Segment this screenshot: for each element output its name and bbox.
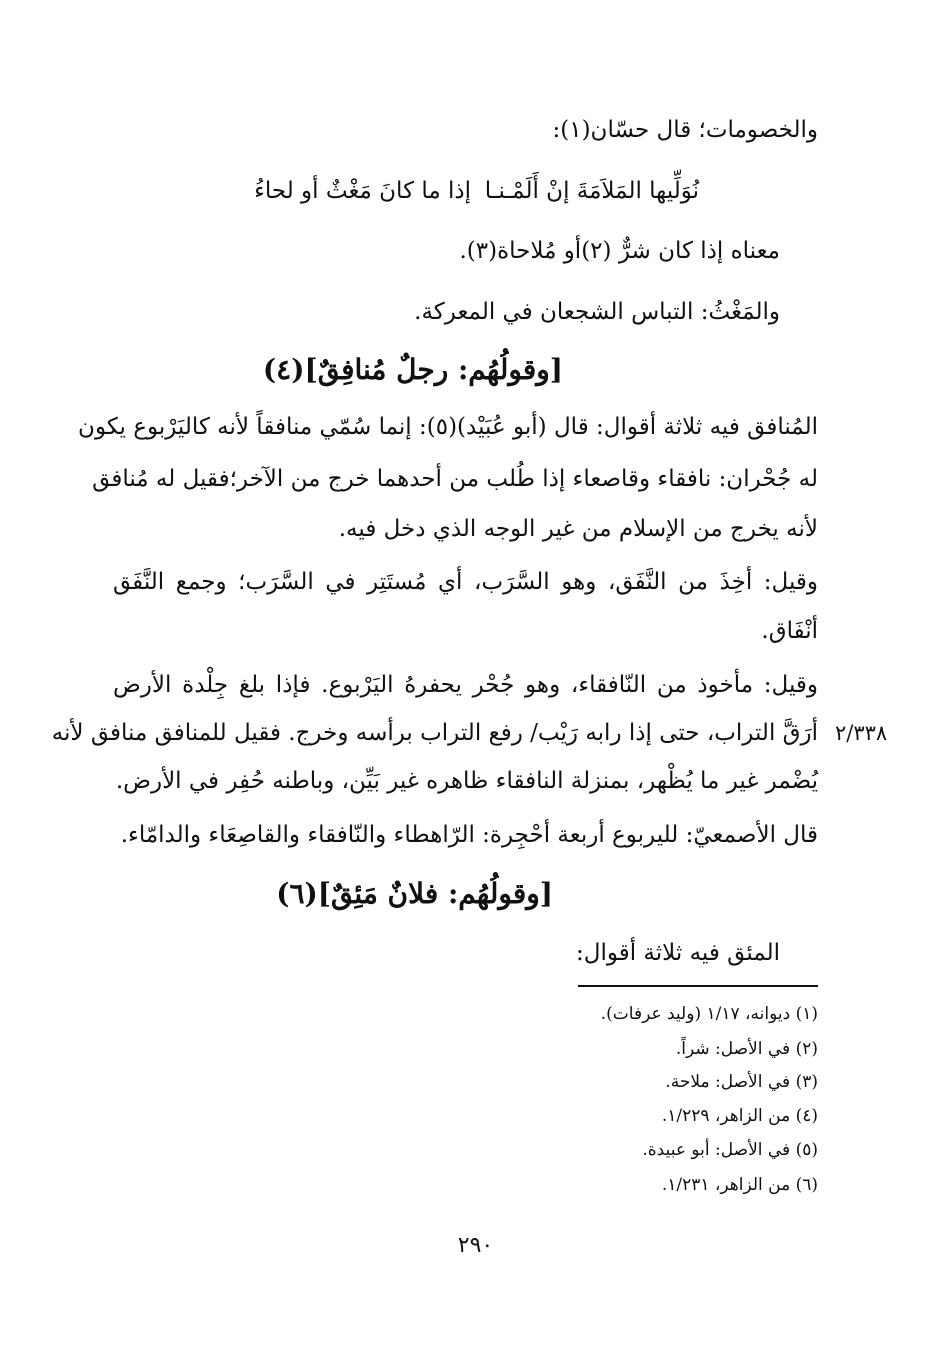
paragraph-line: له جُحْران: نافقاء وقاصعاء إذا طُلب من أحدهما خرج من الآخر؛فقيل له مُنافق: [92, 466, 818, 492]
page-number: ٢٩٠: [457, 1233, 494, 1258]
footnote: (٢) في الأصل: شراً.: [675, 1039, 818, 1059]
paragraph-line: أنْفَاق.: [761, 618, 818, 644]
footnote-separator: [578, 985, 818, 987]
verse-second-hemistich: إذا ما كانَ مَغْثٌ أو لحاءُ: [254, 178, 471, 204]
text-line: معناه إذا كان شرٌّ (٢)أو مُلاحاة(٣).: [459, 238, 780, 264]
footnote: (٥) في الأصل: أبو عبيدة.: [642, 1140, 818, 1160]
text-line: والخصومات؛ قال حسّان(١):: [552, 117, 818, 143]
verse-first-hemistich: نُوَلِّيها المَلاَمَةَ إنْ أَلَمْـنـا: [484, 178, 699, 204]
margin-folio-note: ٢/٣٣٨: [835, 721, 888, 745]
paragraph-line: أرَقَّ التراب، حتى إذا رابه رَيْب/ رفع التراب برأسه وخرج. فقيل للمنافق منافق لأنه: [51, 720, 818, 746]
paragraph-line: لأنه يخرج من الإسلام من غير الوجه الذي دخل فيه.: [338, 516, 818, 542]
paragraph-line: وقيل: أخِذَ من النَّفَق، وهو السَّرَب، أي مُستَتِر في السَّرَب؛ وجمع النَّفَق: [113, 569, 818, 595]
paragraph-line: المُنافق فيه ثلاثة أقوال: قال (أبو عُبَيْد)(٥): إنما سُمّي منافقاً لأنه كاليَرْبوع يكون: [78, 414, 818, 440]
paragraph-line: يُضْمر غير ما يُظْهر، بمنزلة النافقاء ظاهره غير بَيِّن، وباطنه حُفِر في الأرض.: [115, 768, 818, 794]
footnote: (٦) من الزاهر، ١/٢٣١.: [661, 1175, 818, 1195]
paragraph-line: قال الأصمعيّ: لليربوع أربعة أحْجِرة: الرّاهطاء والنّافقاء والقاصِعَاء والدامّاء.: [120, 822, 818, 848]
footnote: (١) ديوانه، ١/١٧ (وليد عرفات).: [600, 1004, 818, 1024]
section-heading: [وقولُهُم: فلانٌ مَئِقٌ](٦): [276, 877, 553, 910]
paragraph-line: المئق فيه ثلاثة أقوال:: [576, 940, 780, 966]
footnote: (٤) من الزاهر، ١/٢٢٩.: [661, 1106, 818, 1126]
section-heading: [وقولُهُم: رجلٌ مُنافِقٌ](٤): [262, 353, 563, 386]
text-line: والمَغْثُ: التباس الشجعان في المعركة.: [414, 299, 780, 325]
paragraph-line: وقيل: مأخوذ من النّافقاء، وهو جُحْر يحفرهُ اليَرْبوع. فإذا بلغ جِلْدة الأرض: [113, 672, 818, 698]
footnote: (٣) في الأصل: ملاحة.: [665, 1072, 818, 1092]
